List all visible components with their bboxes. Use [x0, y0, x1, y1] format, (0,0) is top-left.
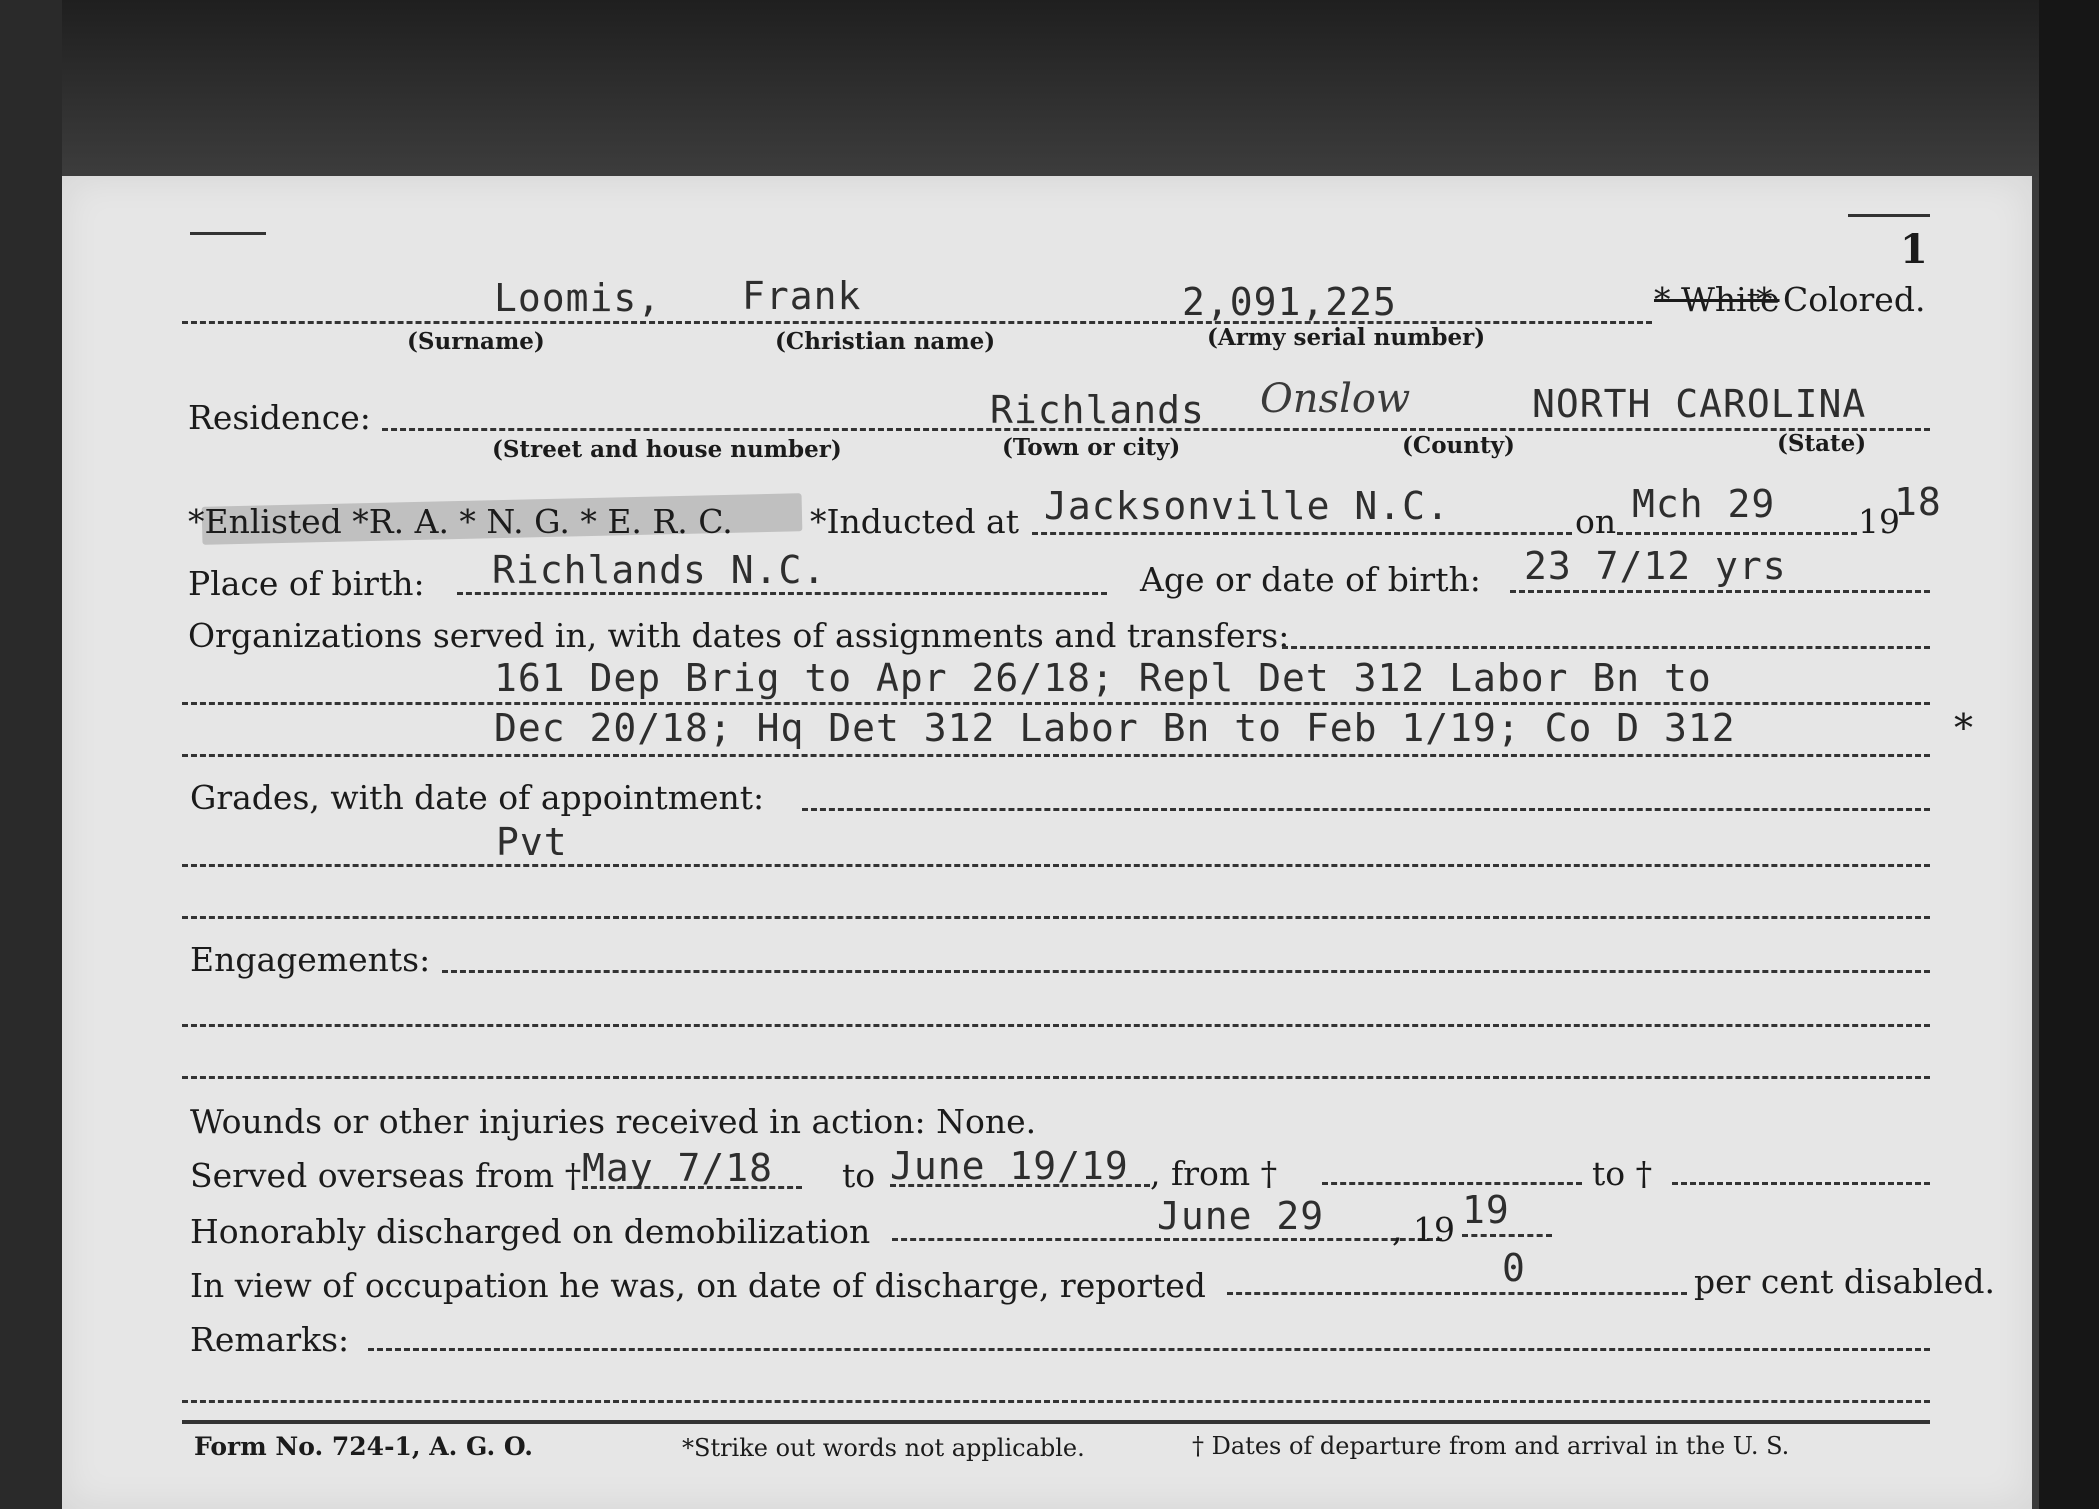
remarks-line-1: [182, 1400, 1930, 1403]
footer-note-dates: † Dates of departure from and arrival in the U. S.: [1192, 1432, 1790, 1460]
grades-label: Grades, with date of appointment:: [190, 778, 765, 817]
grades-value: Pvt: [496, 820, 568, 864]
overseas-to-line: [890, 1184, 1150, 1187]
age-value: 23 7/12 yrs: [1524, 544, 1787, 588]
engagements-label: Engagements:: [190, 940, 431, 979]
state-label: (State): [1777, 430, 1867, 457]
top-right-mark: [1848, 214, 1930, 217]
age-label: Age or date of birth:: [1140, 560, 1481, 599]
wounds-label: Wounds or other injuries received in action: None.: [190, 1102, 1037, 1141]
disability-suffix: per cent disabled.: [1694, 1262, 1996, 1301]
overseas-to-value: June 19/19: [890, 1144, 1129, 1188]
county-value: Onslow: [1260, 376, 1411, 422]
organizations-label: Organizations served in, with dates of assignments and transfers:: [188, 616, 1290, 655]
induction-year-value: 18: [1894, 480, 1942, 524]
inducted-at-label: *Inducted at: [810, 502, 1019, 541]
surname-label: (Surname): [407, 328, 545, 355]
remarks-line-0: [368, 1348, 1930, 1351]
race-colored-option: * Colored.: [1756, 280, 1926, 319]
christian-name-value: Frank: [742, 274, 862, 318]
induction-year-prefix: 19: [1858, 502, 1900, 541]
induction-place-line: [1032, 532, 1572, 535]
surname-value: Loomis,: [494, 276, 662, 320]
grades-line-1: [182, 864, 1930, 867]
residence-label: Residence:: [188, 398, 371, 437]
background-right: [2039, 0, 2099, 1509]
overseas-label: Served overseas from †: [190, 1156, 582, 1195]
overseas-to2-line: [1672, 1182, 1930, 1185]
state-value: NORTH CAROLINA: [1532, 382, 1867, 426]
background-left: [0, 0, 62, 1509]
race-white-option: * White: [1654, 280, 1780, 319]
town-label: (Town or city): [1002, 434, 1181, 461]
organizations-line-1: 161 Dep Brig to Apr 26/18; Repl Det 312 Labor Bn to: [494, 656, 1712, 700]
serial-number-value: 2,091,225: [1182, 280, 1397, 324]
organizations-line-0: [1282, 646, 1930, 649]
overseas-from2-line: [1322, 1182, 1582, 1185]
footer-note-strike: *Strike out words not applicable.: [682, 1434, 1085, 1462]
overseas-from2-label: , from †: [1150, 1154, 1278, 1193]
serial-number-label: (Army serial number): [1207, 324, 1486, 351]
overseas-to-label: to: [842, 1156, 876, 1195]
background-top: [0, 0, 2099, 180]
enlistment-options: *Enlisted *R. A. * N. G. * E. R. C.: [188, 502, 733, 541]
disability-line: [1227, 1292, 1687, 1295]
footer-rule: [182, 1420, 1930, 1424]
engagements-line-0: [442, 970, 1930, 973]
remarks-label: Remarks:: [190, 1320, 350, 1359]
form-number: Form No. 724-1, A. G. O.: [194, 1432, 533, 1461]
disability-label: In view of occupation he was, on date of discharge, reported: [190, 1266, 1206, 1305]
continuation-mark: *: [1954, 706, 1973, 750]
discharge-year-line: [1462, 1234, 1552, 1237]
induction-date-line: [1617, 532, 1857, 535]
discharge-date-value: June 29: [1157, 1194, 1325, 1238]
overseas-from-line: [582, 1186, 802, 1189]
induction-place-value: Jacksonville N.C.: [1044, 484, 1450, 528]
card-number: 1: [1900, 226, 1928, 273]
disability-value: 0: [1502, 1246, 1526, 1290]
town-value: Richlands: [990, 388, 1205, 432]
street-label: (Street and house number): [492, 436, 842, 463]
overseas-to2-label: to †: [1592, 1154, 1653, 1193]
engagements-line-1: [182, 1024, 1930, 1027]
age-line: [1510, 590, 1930, 593]
christian-name-label: (Christian name): [775, 328, 996, 355]
place-of-birth-line: [457, 592, 1107, 595]
residence-line: [382, 428, 1930, 431]
on-label: on: [1575, 502, 1617, 541]
discharge-year-prefix: , 19: [1392, 1210, 1455, 1249]
grades-line-0: [802, 808, 1930, 811]
grades-line-2: [182, 916, 1930, 919]
service-record-card: [62, 176, 2032, 1509]
place-of-birth-value: Richlands N.C.: [492, 548, 827, 592]
county-label: (County): [1402, 432, 1515, 459]
discharge-date-line: [892, 1238, 1442, 1241]
discharge-year-value: 19: [1462, 1188, 1510, 1232]
induction-date-value: Mch 29: [1632, 482, 1776, 526]
organizations-line-2: Dec 20/18; Hq Det 312 Labor Bn to Feb 1/19; Co D 312: [494, 706, 1736, 750]
discharge-label: Honorably discharged on demobilization: [190, 1212, 871, 1251]
engagements-line-2: [182, 1076, 1930, 1079]
top-left-mark: [190, 232, 266, 235]
organizations-rule-1: [182, 702, 1930, 705]
place-of-birth-label: Place of birth:: [188, 564, 425, 603]
organizations-rule-2: [182, 754, 1930, 757]
overseas-from-value: May 7/18: [582, 1146, 774, 1190]
